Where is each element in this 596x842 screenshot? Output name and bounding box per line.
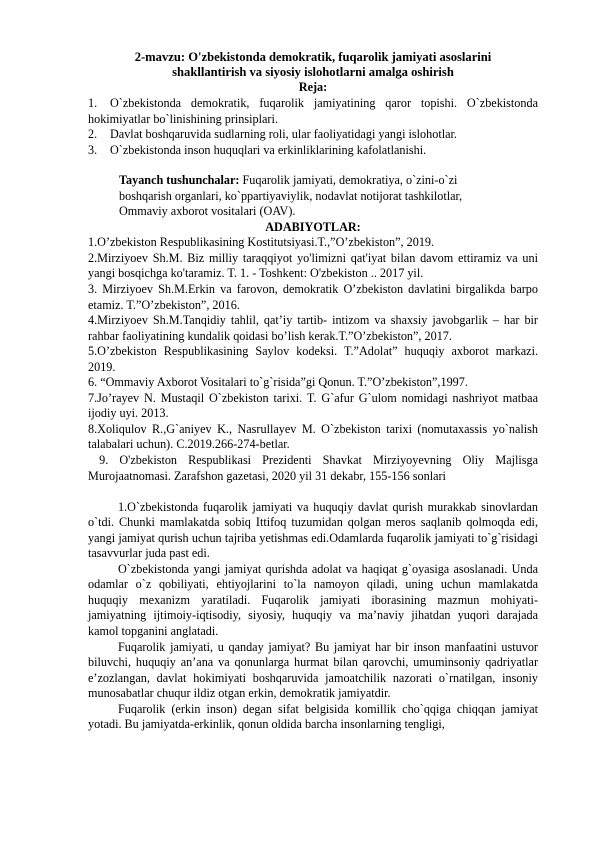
body-paragraph: Fuqarolik (erkin inson) degan sifat belgisida komillik cho`qqiga chiqqan jamiyat yotadi. Bu jamiyatda-erkinlik, qonun oldida barcha insonlarning tengligi, [88, 701, 538, 732]
reference-item: 3. Mirziyoev Sh.M.Erkin va farovon, demokratik O’zbekiston davlatini birgalikda barpo etamiz. T.”O’zbekiston”, 2016. [88, 281, 538, 312]
plan-item-text: O`zbekistonda inson huquqlari va erkinliklarining kafolatlanishi. [110, 142, 427, 157]
plan-item-number: 1. [88, 95, 98, 110]
reference-item: 4.Mirziyoev Sh.M.Tanqidiy tahlil, qat’iy tartib- intizom va shaxsiy javobgarlik – har bir rahbar faoliyatining kundalik qoidasi bo’lish kerak.T.”O’zbekiston”, 2017. [88, 313, 538, 343]
plan-item [88, 96, 538, 127]
key-concepts-label: Tayanch tushunchalar: [119, 173, 240, 188]
reference-item: 1.O’zbekiston Respublikasining Kostitutsiyasi.T.,”O’zbekiston”, 2019. [88, 235, 435, 250]
blank-line [88, 484, 538, 500]
reference-item: 8.Xoliqulov R.,G`aniyev K., Nasrullayev M. O`zbekiston tarixi (nomutaxassis yo`nalish talabalari uchun). C.2019.266-274-betlar. [88, 421, 538, 452]
body-paragraph: Fuqarolik jamiyati, u qanday jamiyat? Bu jamiyat har bir inson manfaatini ustuvor biluvchi, huquqiy an’ana va qonunlarga hurmat bilan qarovchi, umuminsoniy qadriyatlar e’zozlangan, davlat hokimiyati boshqaruvida jamoatchilik nazorati o`rnatilgan, insoniy munosabatlar chuqur ildiz otgan erkin, demokratik jamiyatdir. [88, 639, 538, 701]
references-heading: ADABIYOTLAR: [265, 219, 361, 234]
title-line-2: shakllantirish va siyosiy islohotlarni amalga oshirish [172, 65, 454, 80]
plan-item [88, 143, 538, 159]
reference-item: 2.Mirziyoev Sh.M. Biz milliy taraqqiyot yo'limizni qat'iyat bilan davom ettiramiz va uni yangi bosqichga ko'taramiz. T. 1. - Toshkent: O'zbekiston .. 2017 yil. [88, 250, 538, 281]
key-concepts-text: Fuqarolik jamiyati, demokratiya, o`zini-o`zi boshqarish organlari, ko`ppartiyaviylik, nodavlat notijorat tashkilotlar, Ommaviy axborot vositalari (OAV). [119, 173, 463, 219]
body-paragraph: O`zbekistonda yangi jamiyat qurishda adolat va haqiqat g`oyasiga asoslanadi. Unda odamlar o`z qobiliyati, ehtiyojlarini to`la namoyon qiladi, uning uchun mamlakatda huquqiy mexanizm yaratiladi. Fuqarolik jamiyati iborasining mazmun mohiyati-jamiyatning ijtimoiy-iqtisodiy, siyosiy, huquqiy va ma’naviy jihatdan yuqori darajada kamol topganini anglatadi. [88, 561, 538, 638]
plan-item-number: 2. [88, 127, 98, 142]
title-line-1: 2-mavzu: O'zbekistonda demokratik, fuqarolik jamiyati asoslarini [134, 50, 492, 64]
document-page [88, 50, 542, 733]
reference-item: 6. “Ommaviy Axborot Vositalari to`g`risida”gi Qonun. T.”O’zbekiston”,1997. [88, 375, 468, 390]
key-concepts [119, 173, 509, 220]
plan-item-text: Davlat boshqaruvida sudlarning roli, ular faoliyatidagi yangi islohotlar. [110, 127, 457, 142]
plan-heading: Reja: [298, 80, 328, 95]
reference-item: 9. O'zbekiston Respublikasi Prezidenti Shavkat Mirziyoyevning Oliy Majlisga Murojaatnomasi. Zarafshon gazetasi, 2020 yil 31 dekabr, 155-156 sonlari [88, 452, 542, 483]
document-title [88, 50, 538, 80]
plan-item [88, 127, 538, 143]
reference-item: 5.O’zbekiston Respublikasining Saylov kodeksi. T.”Adolat” huquqiy axborot markazi. 2019. [88, 344, 538, 374]
reference-item: 7.Jo’rayev N. Mustaqil O`zbekiston tarixi. T. G`afur G`ulom nomidagi nashriyot matbaa ijodiy uyi. 2013. [88, 390, 538, 421]
plan-item-text: O`zbekistonda demokratik, fuqarolik jamiyatining qaror topishi. O`zbekistonda hokimiyatlar bo`linishining prinsiplari. [88, 95, 538, 126]
plan-item-number: 3. [88, 142, 98, 157]
body-paragraph: 1.O`zbekistonda fuqarolik jamiyati va huquqiy davlat qurish murakkab sinovlardan o`tdi. Chunki mamlakatda sobiq Ittifoq tuzumidan qolgan meros saqlanib qolmoqda edi, yangi jamiyat qurish uchun tajriba yetishmas edi.Odamlarda fuqarolik jamiyati to`g`risidagi tasavvurlar juda past edi. [88, 499, 538, 561]
